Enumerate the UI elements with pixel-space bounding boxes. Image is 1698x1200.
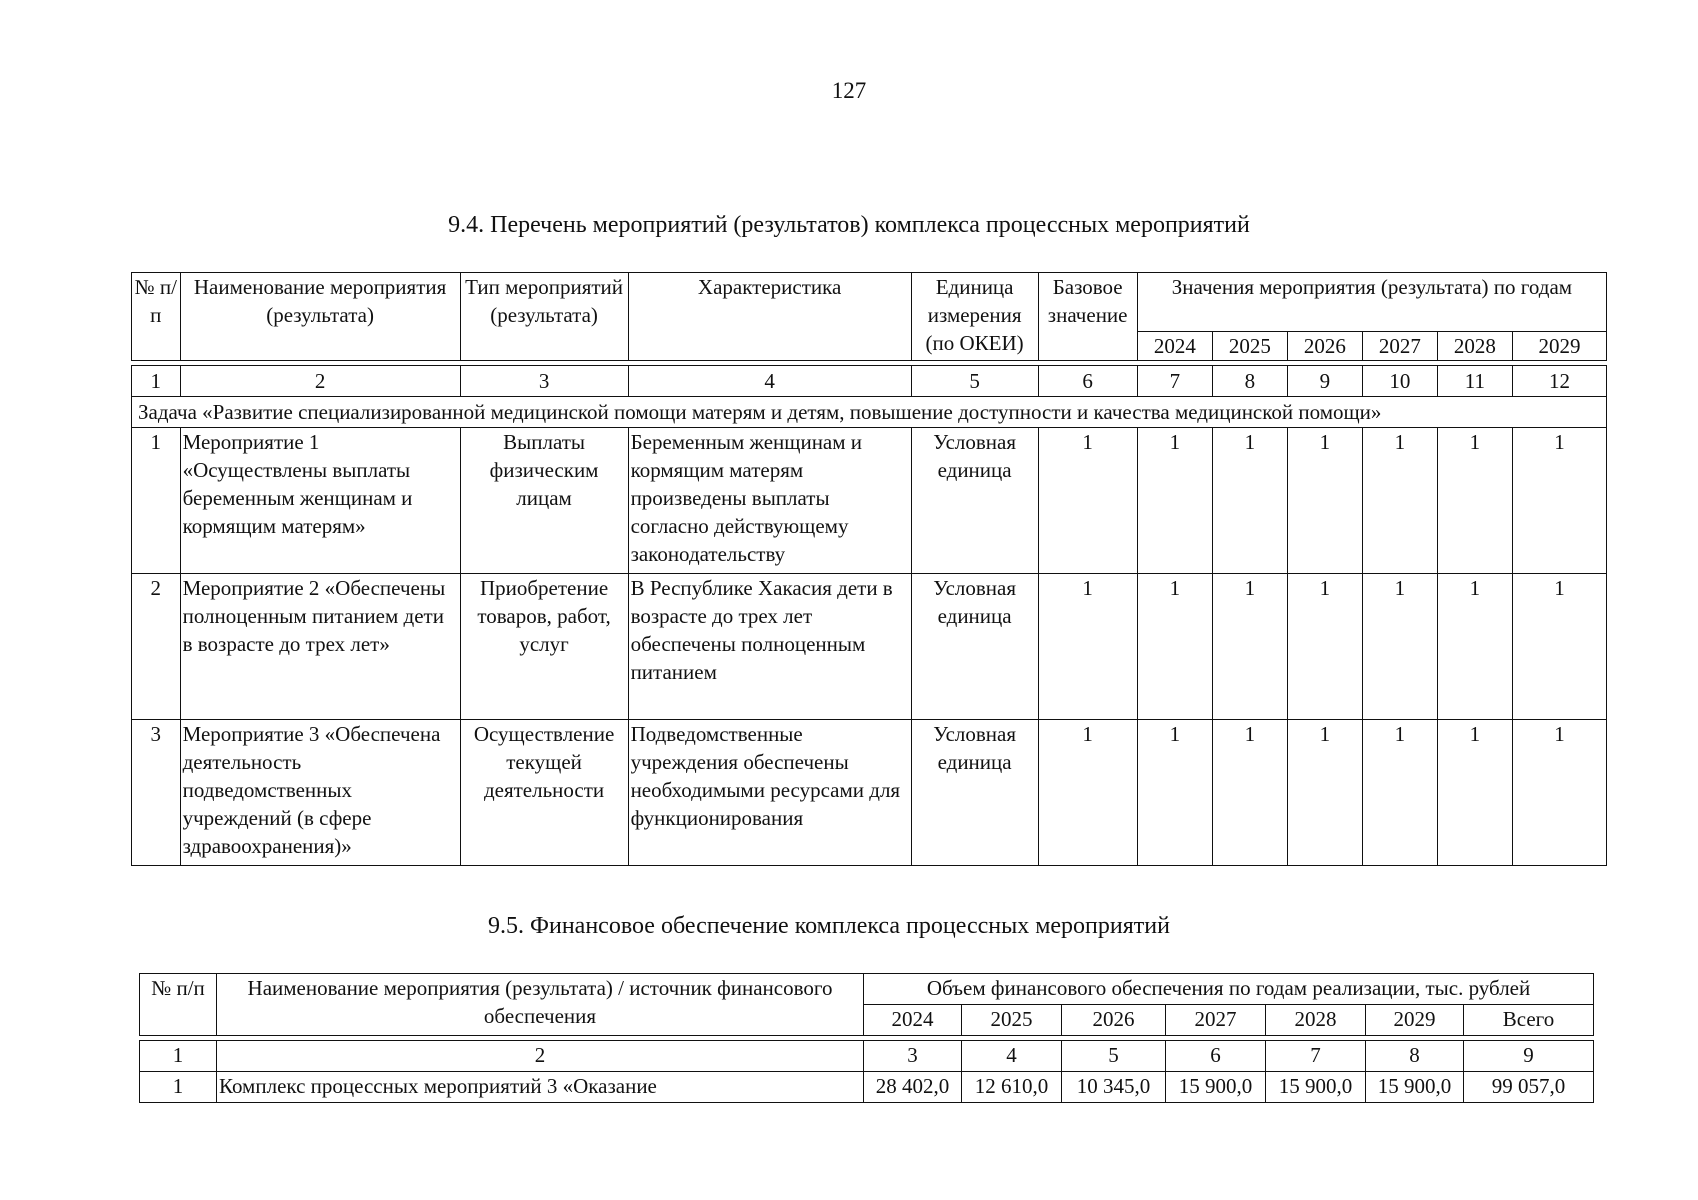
row-name: Комплекс процессных мероприятий 3 «Оказание [217, 1072, 864, 1103]
column-number: 1 [140, 1041, 217, 1072]
header-num: № п/п [132, 273, 181, 361]
column-number: 3 [864, 1041, 962, 1072]
row-num: 1 [140, 1072, 217, 1103]
header-year: 2029 [1512, 332, 1606, 361]
row-value: 1 [1137, 574, 1212, 720]
header-unit: Единица измерения (по ОКЕИ) [911, 273, 1038, 361]
row-name: Мероприятие 3 «Обеспечена деятельность подведомственных учреждений (в сфере здравоохранения)» [180, 720, 460, 866]
row-value: 15 900,0 [1266, 1072, 1366, 1103]
header-name: Наименование мероприятия (результата) [180, 273, 460, 361]
row-value: 1 [1437, 428, 1512, 574]
header-row [140, 974, 1594, 1005]
header-year: 2027 [1362, 332, 1437, 361]
row-characteristic: В Республике Хакасия дети в возрасте до трех лет обеспечены полноценным питанием [628, 574, 911, 720]
row-type: Приобретение товаров, работ, услуг [460, 574, 628, 720]
row-value: 1 [1287, 574, 1362, 720]
column-number: 5 [1062, 1041, 1166, 1072]
header-year: 2024 [1137, 332, 1212, 361]
row-unit: Условная единица [911, 574, 1038, 720]
row-value: 1 [1437, 720, 1512, 866]
column-number: 7 [1137, 366, 1212, 397]
row-value: 1 [1137, 720, 1212, 866]
column-number: 12 [1512, 366, 1606, 397]
column-number: 11 [1437, 366, 1512, 397]
row-characteristic: Подведомственные учреждения обеспечены необходимыми ресурсами для функционирования [628, 720, 911, 866]
row-value: 1 [1212, 720, 1287, 866]
section-9-5-title: 9.5. Финансовое обеспечение комплекса процессных мероприятий [488, 913, 1170, 939]
column-number: 3 [460, 366, 628, 397]
row-value: 1 [1362, 720, 1437, 866]
task-title: Задача «Развитие специализированной медицинской помощи матерям и детям, повышение доступности и качества медицинской помощи» [132, 397, 1607, 428]
header-year: 2024 [864, 1005, 962, 1036]
column-numbers-row [132, 366, 1607, 397]
header-type: Тип мероприятий (результата) [460, 273, 628, 361]
header-name: Наименование мероприятия (результата) / источник финансового обеспечения [217, 974, 864, 1036]
row-total: 99 057,0 [1464, 1072, 1594, 1103]
row-value: 1 [1212, 428, 1287, 574]
column-numbers-row [140, 1041, 1594, 1072]
header-year: 2027 [1166, 1005, 1266, 1036]
column-number: 6 [1166, 1041, 1266, 1072]
row-value: 1 [1212, 574, 1287, 720]
row-num: 3 [132, 720, 181, 866]
header-year: 2029 [1366, 1005, 1464, 1036]
task-row [132, 397, 1607, 428]
column-number: 9 [1287, 366, 1362, 397]
column-number: 4 [628, 366, 911, 397]
row-value: 1 [1362, 428, 1437, 574]
row-value: 1 [1512, 720, 1606, 866]
header-year: 2028 [1437, 332, 1512, 361]
row-value: 15 900,0 [1166, 1072, 1266, 1103]
column-number: 8 [1212, 366, 1287, 397]
column-number: 6 [1038, 366, 1137, 397]
column-number: 2 [180, 366, 460, 397]
row-value: 15 900,0 [1366, 1072, 1464, 1103]
column-number: 4 [962, 1041, 1062, 1072]
row-value: 1 [1287, 720, 1362, 866]
header-total: Всего [1464, 1005, 1594, 1036]
header-year: 2025 [1212, 332, 1287, 361]
column-number: 8 [1366, 1041, 1464, 1072]
header-year: 2026 [1062, 1005, 1166, 1036]
table-row [132, 428, 1607, 574]
row-value: 1 [1287, 428, 1362, 574]
column-number: 2 [217, 1041, 864, 1072]
row-name: Мероприятие 2 «Обеспечены полноценным питанием дети в возрасте до трех лет» [180, 574, 460, 720]
header-year: 2026 [1287, 332, 1362, 361]
column-number: 10 [1362, 366, 1437, 397]
row-value: 1 [1512, 574, 1606, 720]
row-value: 1 [1512, 428, 1606, 574]
header-row [132, 273, 1607, 332]
header-year: 2028 [1266, 1005, 1366, 1036]
row-type: Осуществление текущей деятельности [460, 720, 628, 866]
table-row [132, 574, 1607, 720]
row-value: 28 402,0 [864, 1072, 962, 1103]
section-9-4-title: 9.4. Перечень мероприятий (результатов) комплекса процессных мероприятий [448, 212, 1250, 238]
row-base: 1 [1038, 428, 1137, 574]
header-values-by-year: Значения мероприятия (результата) по годам [1137, 273, 1606, 332]
row-unit: Условная единица [911, 428, 1038, 574]
row-base: 1 [1038, 720, 1137, 866]
activities-table [131, 272, 1607, 866]
row-value: 1 [1137, 428, 1212, 574]
row-value: 1 [1362, 574, 1437, 720]
row-characteristic: Беременным женщинам и кормящим матерям произведены выплаты согласно действующему законодательству [628, 428, 911, 574]
row-value: 1 [1437, 574, 1512, 720]
header-volume: Объем финансового обеспечения по годам реализации, тыс. рублей [864, 974, 1594, 1005]
row-name: Мероприятие 1 «Осуществлены выплаты беременным женщинам и кормящим матерям» [180, 428, 460, 574]
row-num: 2 [132, 574, 181, 720]
column-number: 1 [132, 366, 181, 397]
row-value: 12 610,0 [962, 1072, 1062, 1103]
page-number: 127 [831, 78, 867, 103]
column-number: 5 [911, 366, 1038, 397]
header-base: Базовое значение [1038, 273, 1137, 361]
row-value: 10 345,0 [1062, 1072, 1166, 1103]
header-num: № п/п [140, 974, 217, 1036]
table-row [140, 1072, 1594, 1103]
row-num: 1 [132, 428, 181, 574]
row-base: 1 [1038, 574, 1137, 720]
row-type: Выплаты физическим лицам [460, 428, 628, 574]
column-number: 7 [1266, 1041, 1366, 1072]
row-unit: Условная единица [911, 720, 1038, 866]
table-row [132, 720, 1607, 866]
financing-table [139, 973, 1594, 1103]
header-characteristic: Характеристика [628, 273, 911, 361]
header-year: 2025 [962, 1005, 1062, 1036]
column-number: 9 [1464, 1041, 1594, 1072]
